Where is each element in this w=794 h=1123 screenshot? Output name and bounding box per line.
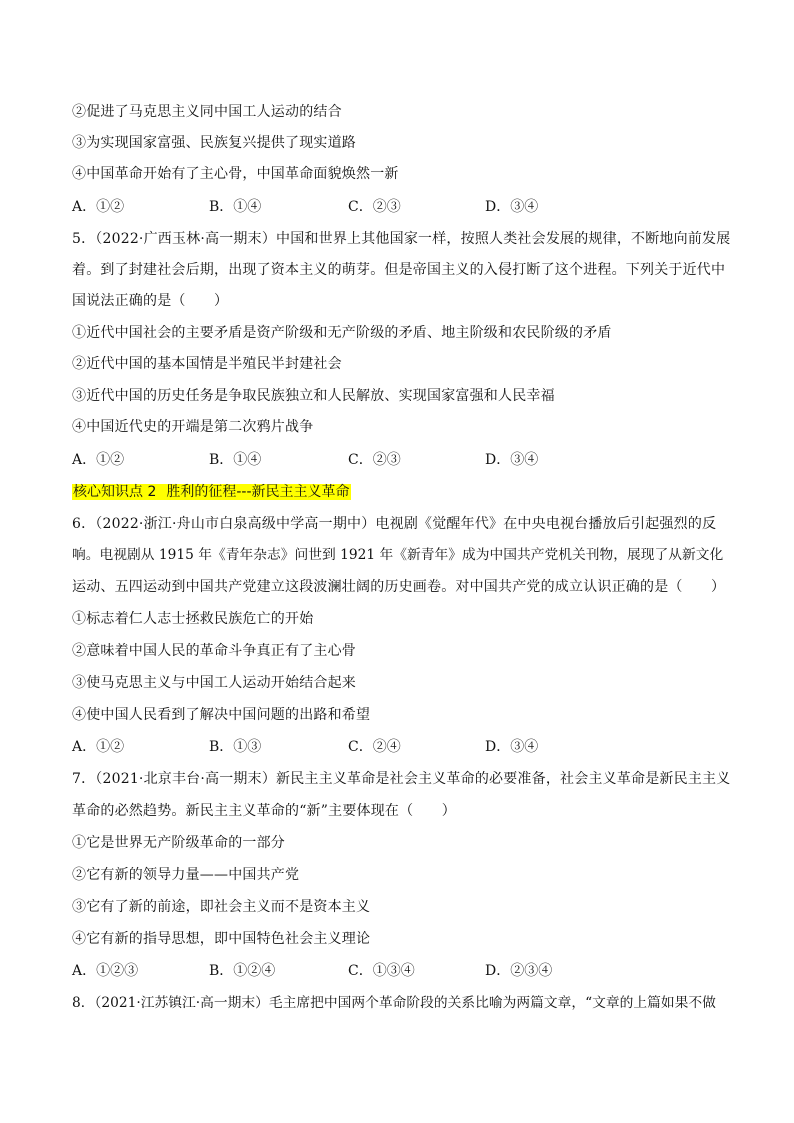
q5-choice-a[interactable]: A．①② [72, 452, 125, 468]
q5-option-1: ①近代中国社会的主要矛盾是资产阶级和无产阶级的矛盾、地主阶级和农民阶级的矛盾 [72, 325, 612, 341]
q6-choice-c[interactable]: C．②④ [348, 739, 401, 755]
q5-stem-line-1: 5．（2022·广西玉林·高一期末）中国和世界上其他国家一样，按照人类社会发展的规律，不断地向前发展 [72, 231, 731, 247]
section-title: 胜利的征程---新民主主义革命 [166, 484, 350, 500]
q7-choice-c[interactable]: C．①③④ [348, 963, 415, 979]
q7-option-1: ①它是世界无产阶级革命的一部分 [72, 835, 285, 851]
q5-choice-c[interactable]: C．②③ [348, 452, 401, 468]
q7-choice-a[interactable]: A．①②③ [72, 963, 139, 979]
q6-option-4: ④使中国人民看到了解决中国问题的出路和希望 [72, 707, 371, 723]
q7-choices [72, 962, 732, 980]
q4-choice-c[interactable]: C．②③ [348, 199, 401, 215]
q7-option-4: ④它有新的指导思想，即中国特色社会主义理论 [72, 931, 371, 947]
q7-option-2: ②它有新的领导力量——中国共产党 [72, 867, 300, 883]
q6-choices [72, 738, 732, 756]
q5-option-4: ④中国近代史的开端是第二次鸦片战争 [72, 419, 314, 435]
q7-stem-line-1: 7．（2021·北京丰台·高一期末）新民主主义革命是社会主义革命的必要准备，社会主义革命是新民主主义 [72, 771, 731, 787]
q6-choice-a[interactable]: A．①② [72, 739, 125, 755]
q7-stem-line-2: 革命的必然趋势。新民主主义革命的“新”主要体现在（ ） [72, 803, 456, 819]
q6-option-3: ③使马克思主义与中国工人运动开始结合起来 [72, 675, 356, 691]
q4-choices [72, 198, 732, 216]
q6-option-2: ②意味着中国人民的革命斗争真正有了主心骨 [72, 643, 356, 659]
q7-option-3: ③它有了新的前途，即社会主义而不是资本主义 [72, 899, 371, 915]
q6-option-1: ①标志着仁人志士拯救民族危亡的开始 [72, 611, 314, 627]
q5-stem-line-2: 着。到了封建社会后期，出现了资本主义的萌芽。但是帝国主义的入侵打断了这个进程。下列关于近代中 [72, 262, 726, 278]
q4-option-3: ③为实现国家富强、民族复兴提供了现实道路 [72, 135, 356, 151]
q4-choice-b[interactable]: B．①④ [209, 199, 262, 215]
q5-stem-line-3: 国说法正确的是（ ） [72, 293, 229, 309]
section-heading [72, 483, 351, 501]
q7-choice-d[interactable]: D．②③④ [485, 963, 553, 979]
q6-stem-line-3: 运动、五四运动到中国共产党建立这段波澜壮阔的历史画卷。对中国共产党的成立认识正确的是（ ） [72, 579, 726, 595]
section-label: 核心知识点 2 [73, 484, 157, 500]
q5-choice-b[interactable]: B．①④ [209, 452, 262, 468]
q4-choice-a[interactable]: A．①② [72, 199, 125, 215]
q8-stem-line-1: 8．（2021·江苏镇江·高一期末）毛主席把中国两个革命阶段的关系比喻为两篇文章，“文章的上篇如果不做 [72, 995, 716, 1011]
q6-stem-line-1: 6．（2022·浙江·舟山市白泉高级中学高一期中）电视剧《觉醒年代》在中央电视台播放后引起强烈的反 [72, 516, 717, 532]
q4-choice-d[interactable]: D．③④ [485, 199, 539, 215]
q4-option-4: ④中国革命开始有了主心骨，中国革命面貌焕然一新 [72, 166, 399, 182]
q7-choice-b[interactable]: B．①②④ [209, 963, 276, 979]
q4-option-2: ②促进了马克思主义同中国工人运动的结合 [72, 104, 342, 120]
q5-option-2: ②近代中国的基本国情是半殖民半封建社会 [72, 356, 342, 372]
q5-option-3: ③近代中国的历史任务是争取民族独立和人民解放、实现国家富强和人民幸福 [72, 388, 555, 404]
q5-choice-d[interactable]: D．③④ [485, 452, 539, 468]
q6-choice-b[interactable]: B．①③ [209, 739, 262, 755]
q6-choice-d[interactable]: D．③④ [485, 739, 539, 755]
q5-choices [72, 451, 732, 469]
q6-stem-line-2: 响。电视剧从 1915 年《青年杂志》问世到 1921 年《新青年》成为中国共产党机关刊物，展现了从新文化 [72, 547, 724, 563]
